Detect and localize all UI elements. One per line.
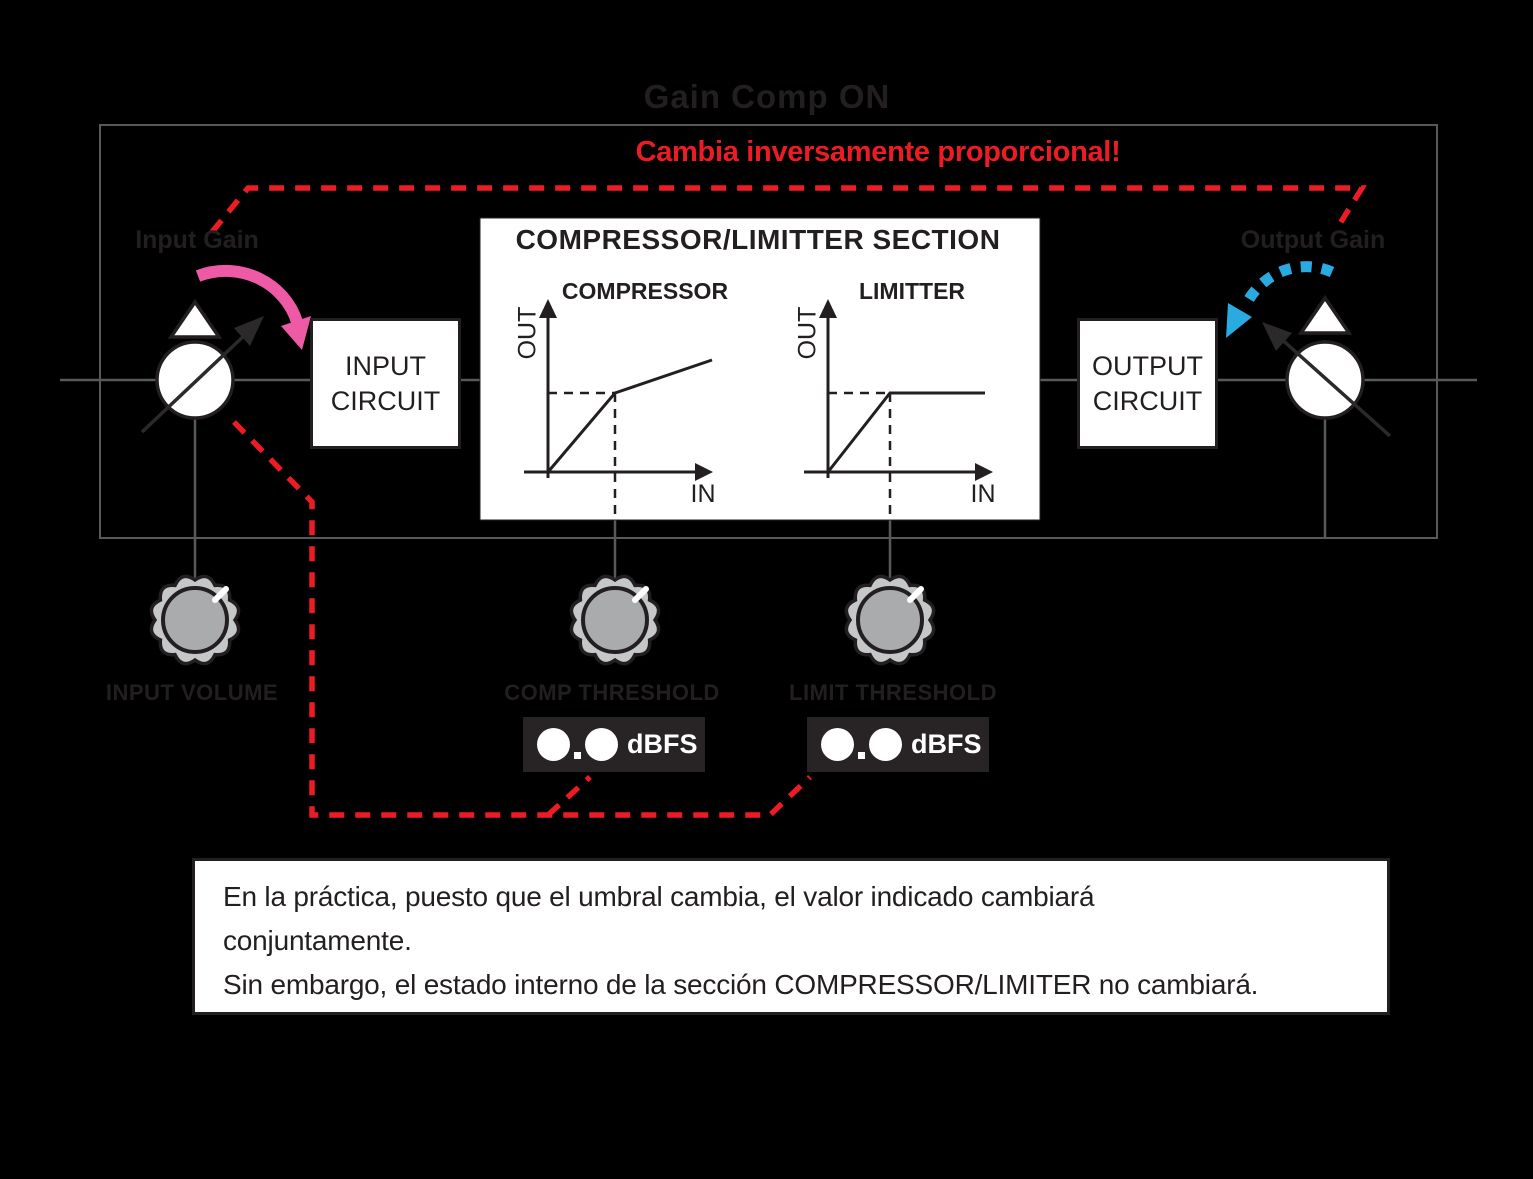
note-line-1: En la práctica, puesto que el umbral cambia, el valor indicado cambiará bbox=[223, 881, 1095, 912]
input-volume-knob-label: INPUT VOLUME bbox=[105, 680, 279, 705]
limitter-out-axis-label: OUT bbox=[793, 306, 822, 360]
output-amp-symbol bbox=[1262, 298, 1390, 436]
diagram-title: Gain Comp ON bbox=[643, 78, 891, 115]
output-gain-label: Output Gain bbox=[1240, 226, 1386, 254]
red-threshold-branch bbox=[548, 777, 590, 815]
comp-threshold-knob-label: COMP THRESHOLD bbox=[504, 680, 720, 705]
dbfs-unit-label: dBFS bbox=[911, 729, 982, 759]
comp-threshold-knob-icon bbox=[571, 576, 658, 663]
limitter-graph-label: LIMITTER bbox=[858, 278, 966, 304]
red-annotation: Cambia inversamente proporcional! bbox=[635, 136, 1121, 168]
limit-threshold-knob-icon bbox=[846, 576, 933, 663]
masked-digit-dot bbox=[585, 728, 618, 761]
masked-digit-dot bbox=[869, 728, 902, 761]
limitter-in-axis-label: IN bbox=[970, 480, 996, 508]
decimal-point bbox=[858, 752, 865, 759]
output-circuit-block bbox=[1077, 318, 1218, 449]
input-circuit-line2: CIRCUIT bbox=[330, 385, 441, 416]
compressor-out-axis-label: OUT bbox=[513, 306, 542, 360]
input-volume-knob-icon bbox=[151, 576, 238, 663]
limit-threshold-display bbox=[807, 717, 989, 772]
compressor-in-axis-label: IN bbox=[690, 480, 716, 508]
input-amp-symbol bbox=[142, 302, 264, 432]
limit-threshold-knob-label: LIMIT THRESHOLD bbox=[789, 680, 997, 705]
input-circuit-line1: INPUT bbox=[345, 350, 426, 381]
masked-digit-dot bbox=[821, 728, 854, 761]
input-circuit-block bbox=[310, 318, 461, 449]
dbfs-unit-label: dBFS bbox=[627, 729, 698, 759]
input-gain-label: Input Gain bbox=[135, 226, 259, 254]
compressor-graph-label: COMPRESSOR bbox=[561, 278, 729, 304]
comp-limit-section-panel bbox=[480, 218, 1040, 520]
masked-digit-dot bbox=[537, 728, 570, 761]
section-title: COMPRESSOR/LIMITTER SECTION bbox=[515, 224, 1001, 255]
output-circuit-line1: OUTPUT bbox=[1092, 350, 1203, 381]
note-line-2: conjuntamente. bbox=[223, 925, 412, 956]
comp-threshold-display bbox=[523, 717, 705, 772]
note-box bbox=[192, 858, 1390, 1015]
decimal-point bbox=[574, 752, 581, 759]
note-line-3: Sin embargo, el estado interno de la sección COMPRESSOR/LIMITER no cambiará. bbox=[223, 969, 1259, 1000]
output-circuit-line2: CIRCUIT bbox=[1092, 385, 1203, 416]
